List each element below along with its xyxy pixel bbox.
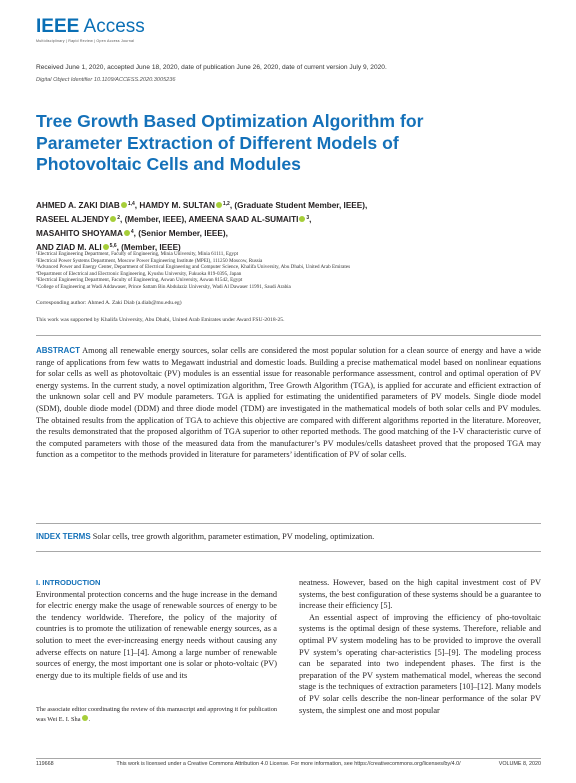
affiliations (36, 251, 556, 291)
author-name[interactable]: MASAHITO SHOYAMA (36, 229, 123, 239)
orcid-icon[interactable] (124, 230, 130, 236)
author-name[interactable]: AMEENA SAAD AL-SUMAITI (188, 215, 299, 225)
affiliation-line: ³Advanced Power and Energy Center, Department of Electrical Engineering and Computer Science, Khalifa University, Abu Dhabi, United Arab Emirates (36, 264, 351, 271)
journal-logo (36, 17, 145, 51)
divider (36, 335, 541, 336)
orcid-icon[interactable] (121, 202, 127, 208)
orcid-icon[interactable] (103, 244, 109, 250)
author-list: AHMED A. ZAKI DIAB $^{1,4}$, HAMDY M. SULTAN $^{1,2}$, (Graduate Student Member, IEEE), RASEEL ALJENDY $^2$, (Member, IEEE), AMEENA SAAD AL-SUMAITI $^3$, MASAHITO SHOYAMA $^4$, (Senior Member, IEEE), AND ZIAD M. ALI $^{5,6}$, (Member, IEEE) (36, 201, 368, 253)
footer-divider (36, 758, 541, 759)
doi: Digital Object Identifier 10.1109/ACCESS.2020.3005236 (36, 77, 176, 83)
affiliation-line: ²Electrical Power Systems Department, Moscow Power Engineering Institute (MPEI), 111250 Moscow, Russia (36, 257, 263, 264)
affiliation-line: ¹Electrical Engineering Department, Faculty of Engineering, Minia University, Minia 61111, Egypt (36, 251, 239, 257)
author-name[interactable]: RASEEL ALJENDY (36, 215, 110, 225)
author-name[interactable]: HAMDY M. SULTAN (139, 201, 215, 210)
abstract-text: Among all renewable energy sources, solar cells are considered the most popular solution for a clean source of energy and have a wide range of applications from few watts to Megawatt industrial and domestic loads. Building a precise mathematical model based on nonlinear equations for solar cells as well as photovoltaic (PV) modules is an essential issue for reasonable performance assessment, control and optimal operation of PV energy systems. In the current study, a novel optimization algorithm, Tree Growth Algorithm (TGA), is applied for accurate and efficient extraction of the unknown solar cell and PV module parameters. TGA is applied for estimating the unidentified parameters of PV models. Single diode model (SDM), double diode model (DDM) and three diode model (TDM) are investigated in the mathematical models of both solar cells and PV modules. The obtained results from the application of TGA to achieve this objective are compared with different algorithms reported in the literature. Moreover, the results demonstrated that the proposed algorithm of TGA superior to other reported methods. The good matching of the I-V characteristic curve of the computed parameters with those of the measured data from the manufacturer’s PV modules/cells datasheet proved that the proposed TGA may function as a competitor to the methods provided in literature for parameters’ identification of PV of solar cells. (36, 346, 541, 460)
divider (36, 551, 541, 552)
corresponding-author: Corresponding author: Ahmed A. Zaki Diab (a.diab@mu.edu.eg) (36, 300, 182, 306)
orcid-icon[interactable] (299, 216, 305, 222)
right-column (299, 577, 541, 716)
author-name[interactable]: AHMED A. ZAKI DIAB (36, 201, 120, 210)
logo-wordmark: IEEE Access (36, 16, 145, 37)
index-terms-text: Solar cells, tree growth algorithm, parameter estimation, PV modeling, optimization. (92, 532, 375, 541)
license-note[interactable]: This work is licensed under a Creative Commons Attribution 4.0 License. For more information, see https://creativecommons.org/licenses/by/4.0/ (116, 761, 461, 767)
index-terms-label: INDEX TERMS (36, 532, 91, 541)
editor-footnote: The associate editor coordinating the review of this manuscript and approving it for publication was Wei E. I. Sha . (36, 706, 277, 723)
affiliation-line: ⁴Department of Electrical and Electronic Engineering, Kyushu University, Fukuoka 819-0395, Japan (36, 270, 242, 277)
orcid-icon[interactable] (82, 715, 88, 721)
body-paragraph: An essential aspect of improving the efficiency of pho-tovoltaic systems is the optimal design of these systems. Therefore, reliable and optimal PV system modeling has to be provided to improve the overall PV system’s operating char-acteristics [5]–[9]. The modeling process can be separated into two independent phases. The first is the preparation of the PV system mathematical model, whereas the second stage is the techniques of extraction parameters [10]–[12]. Many models of PV solar cells describe the non-linear performance of the solar PV system, the simplest one and most popular (299, 612, 541, 715)
paper-title: Tree Growth Based Optimization Algorithm for Parameter Extraction of Different Models of Photovoltaic Cells and Modules (36, 111, 424, 174)
page-number: 119668 (36, 761, 54, 767)
affiliation-line: ⁵Electrical Engineering Department, Faculty of Engineering, Aswan University, Aswan 81542, Egypt (36, 277, 243, 284)
body-paragraph: Environmental protection concerns and the huge increase in the demand for electric energy make the usage of renewable sources of energy to be the tendency worldwide. Therefore, the policy of the majority of countries is to promote the utilization of renewable energy sources, as a solution to meet the ever-increasing energy needs without causing any adverse effects on nature [1]–[4]. Among a large number of renewable sources of energy, the most important one is solar or photo-voltaic (PV) energy due to its multiple fields of use and its (36, 589, 277, 680)
index-terms (36, 531, 541, 542)
author-name[interactable]: AND ZIAD M. ALI (36, 243, 102, 253)
logo-tagline: Multidisciplinary | Rapid Review | Open Access Journal (36, 39, 135, 43)
section-heading: I. INTRODUCTION (36, 578, 101, 587)
body-paragraph: neatness. However, based on the high capital investment cost of PV systems, the best configuration of these systems should be a guarantee to increase their efficiency [5]. (299, 578, 541, 611)
orcid-icon[interactable] (216, 202, 222, 208)
affiliation-line: ⁶College of Engineering at Wadi Addawaser, Prince Sattam Bin Abdulaziz University, Wadi Al Dawaser 11991, Saudi Arabia (36, 283, 291, 290)
orcid-icon[interactable] (110, 216, 116, 222)
funding-note: This work was supported by Khalifa University, Abu Dhabi, United Arab Emirates under Award FSU-2018-25. (36, 317, 285, 323)
abstract (36, 345, 541, 461)
publication-dates: Received June 1, 2020, accepted June 18, 2020, date of publication June 26, 2020, date of current version July 9, 2020. (36, 64, 387, 71)
left-column (36, 577, 277, 681)
volume-label: VOLUME 8, 2020 (498, 761, 541, 767)
divider (36, 523, 541, 524)
abstract-label: ABSTRACT (36, 346, 80, 355)
